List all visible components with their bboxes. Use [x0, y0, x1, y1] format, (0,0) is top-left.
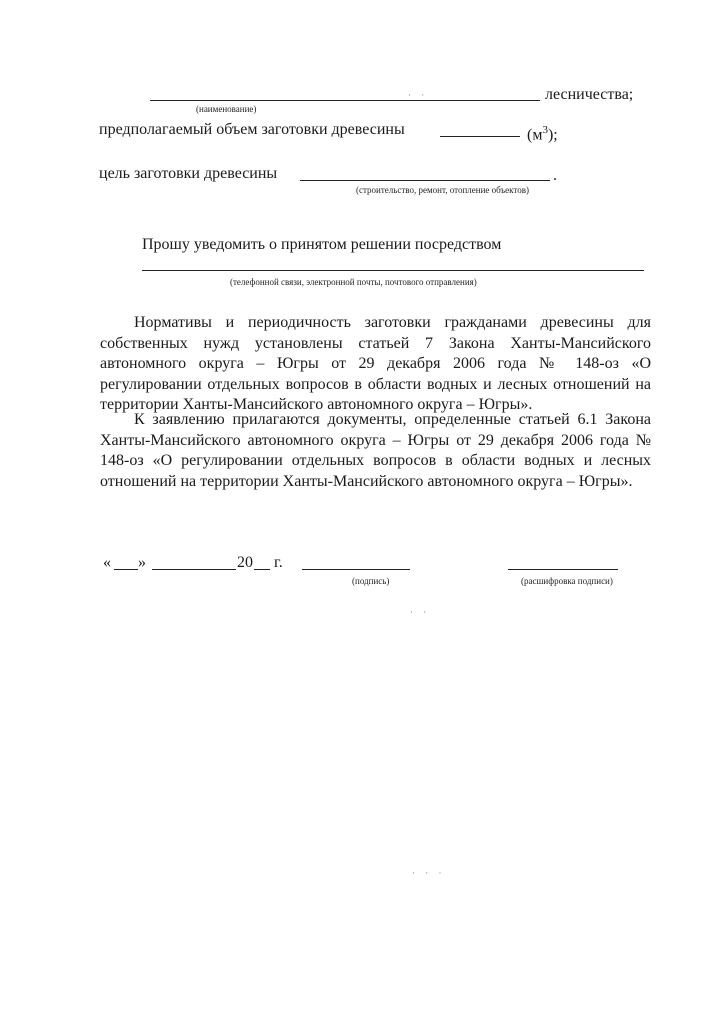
scan-speck: · · [410, 607, 431, 617]
notify-line [142, 270, 644, 271]
purpose-line [300, 180, 550, 181]
unit-superscript: 3 [542, 124, 548, 136]
date-quote-close: » [138, 554, 146, 571]
scan-speck: · · · [412, 868, 446, 878]
forestry-name-line [150, 100, 540, 101]
scan-speck: · · [408, 90, 429, 100]
unit-close: ); [547, 126, 558, 144]
signature-caption: (подпись) [352, 576, 390, 586]
notify-text: Прошу уведомить о принятом решении посредством [142, 236, 502, 253]
attachments-text: К заявлению прилагаются документы, определенные статьей 6.1 Закона Ханты-Мансийского автономного округа – Югры от 29 декабря 2006 года № 148-оз «О регулировании отдельных вопросов в области водных и лесных отношений на территории Ханты-Мансийского автономного округа – Югры». [100, 411, 651, 490]
volume-line [440, 136, 520, 137]
date-year-line [254, 569, 270, 570]
volume-unit [527, 120, 558, 145]
date-year-suffix: г. [274, 554, 283, 571]
unit-open: (м [527, 126, 543, 144]
forestry-suffix: лесничества; [545, 86, 634, 103]
date-year-prefix: 20 [237, 554, 253, 571]
notify-caption: (телефонной связи, электронной почты, почтового отправления) [230, 277, 477, 287]
attachments-paragraph [100, 410, 651, 492]
forestry-caption: (наименование) [196, 104, 257, 114]
decoding-line [508, 569, 618, 570]
purpose-caption: (строительство, ремонт, отопление объектов) [356, 185, 529, 195]
regulation-paragraph [100, 313, 651, 416]
date-month-line [152, 569, 236, 570]
purpose-end: . [553, 167, 557, 184]
date-quote-open: « [103, 554, 111, 571]
signature-line [302, 569, 410, 570]
purpose-label: цель заготовки древесины [99, 165, 278, 182]
decoding-caption: (расшифровка подписи) [521, 576, 613, 586]
volume-label: предполагаемый объем заготовки древесины [99, 121, 405, 138]
date-day-line [114, 569, 138, 570]
regulation-text: Нормативы и периодичность заготовки гражданами древесины для собственных нужд установлены статьей 7 Закона Ханты-Мансийского автономного округа – Югры от 29 декабря 2006 года № 148-оз «О регулировании отдельных вопросов в области водных и лесных отношений на территории Ханты-Мансийского автономного округа – Югры». [100, 314, 651, 413]
